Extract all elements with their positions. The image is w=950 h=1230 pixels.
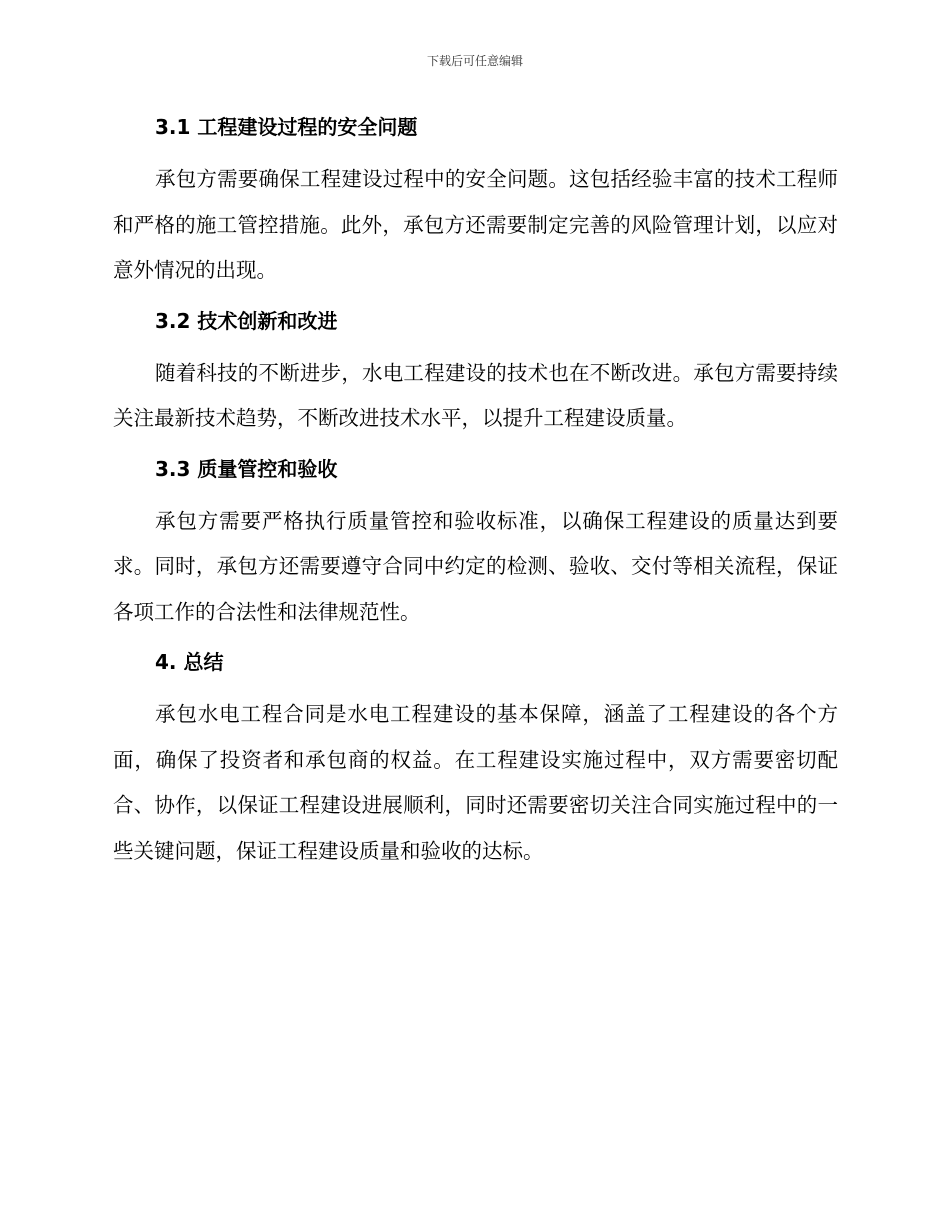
section-heading-4: 4. 总结	[155, 650, 224, 674]
document-body	[113, 112, 838, 874]
section-paragraph-4: 承包水电工程合同是水电工程建设的基本保障，涵盖了工程建设的各个方面，确保了投资者和承包商的权益。在工程建设实施过程中，双方需要密切配合、协作，以保证工程建设进展顺利，同时还需要密切关注合同实施过程中的一些关键问题，保证工程建设质量和验收的达标。	[113, 702, 838, 863]
section-heading-3-3: 3.3 质量管控和验收	[155, 456, 338, 481]
section-heading-3-2: 3.2 技术创新和改进	[155, 308, 338, 333]
page-header: 下载后可任意编辑	[426, 54, 523, 68]
section-paragraph-3-1: 承包方需要确保工程建设过程中的安全问题。这包括经验丰富的技术工程师和严格的施工管控措施。此外，承包方还需要制定完善的风险管理计划，以应对意外情况的出现。	[113, 167, 838, 282]
section-heading-3-1: 3.1 工程建设过程的安全问题	[155, 115, 418, 139]
section-paragraph-3-3: 承包方需要严格执行质量管控和验收标准，以确保工程建设的质量达到要求。同时，承包方还需要遵守合同中约定的检测、验收、交付等相关流程，保证各项工作的合法性和法律规范性。	[113, 508, 838, 624]
section-paragraph-3-2: 随着科技的不断进步，水电工程建设的技术也在不断改进。承包方需要持续关注最新技术趋势，不断改进技术水平，以提升工程建设质量。	[113, 360, 838, 430]
